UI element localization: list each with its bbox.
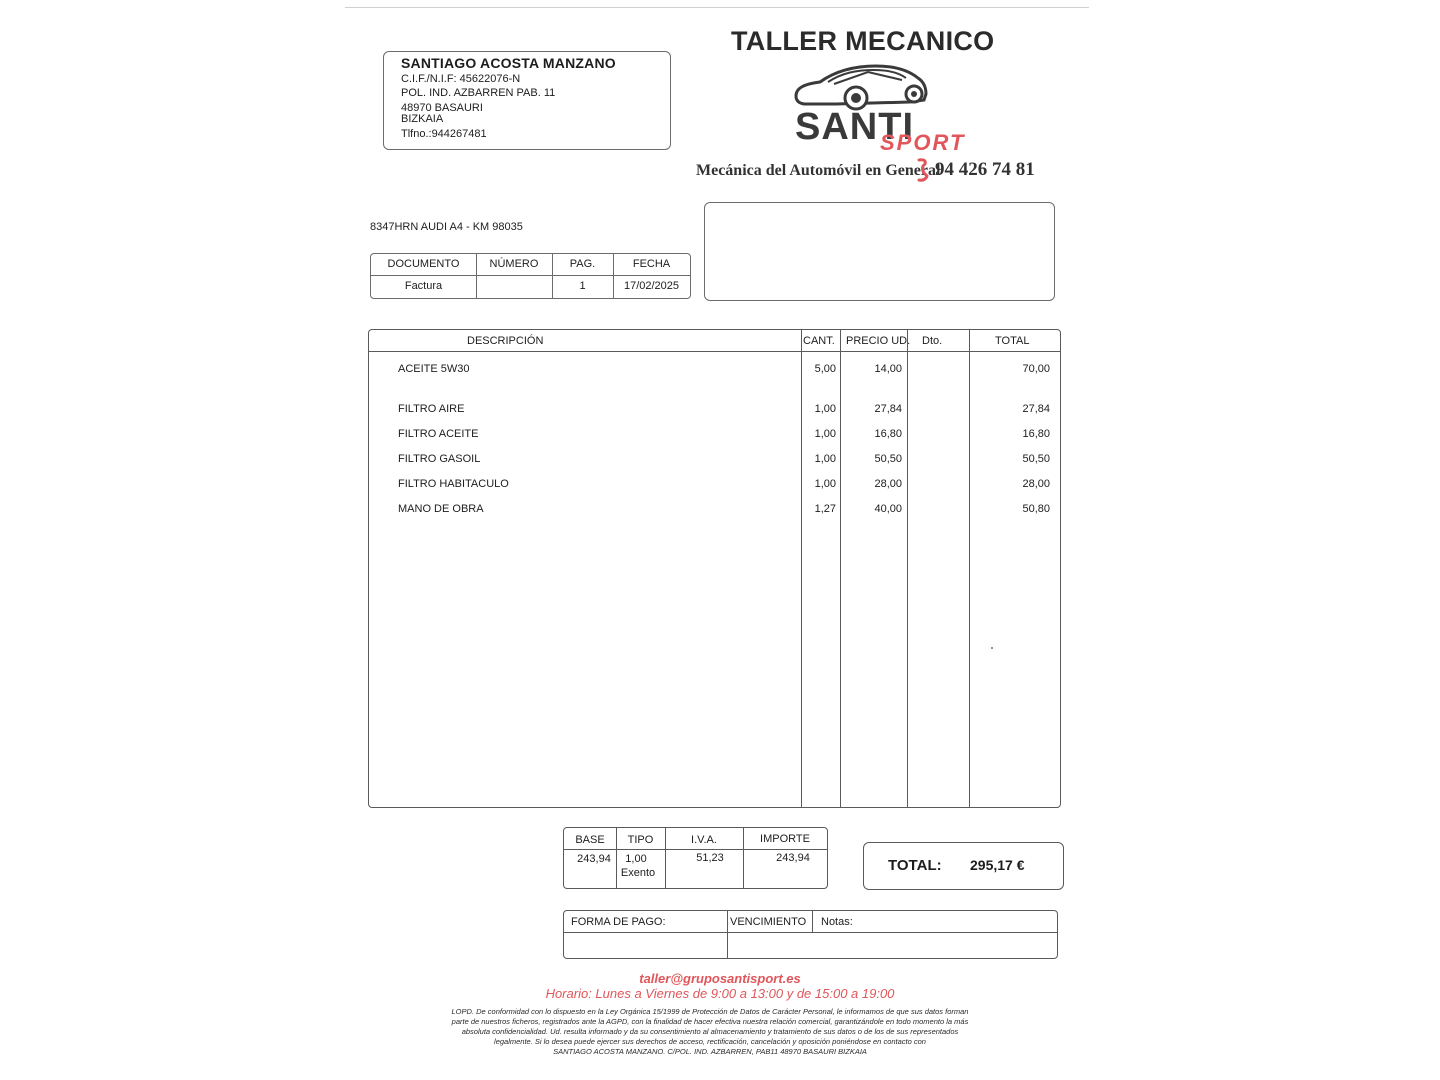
tax-iva: 51,23 (696, 852, 724, 864)
item-total: 50,50 (1022, 453, 1050, 465)
doc-info-table (370, 253, 691, 299)
doc-date: 17/02/2025 (623, 280, 680, 292)
item-desc: FILTRO AIRE (398, 403, 465, 415)
doc-header-documento: DOCUMENTO (387, 258, 460, 270)
logo-sub: SPORT (880, 130, 966, 155)
tax-base: 243,94 (577, 853, 611, 865)
table-row (369, 428, 1060, 442)
item-total: 70,00 (1022, 363, 1050, 375)
table-row (369, 363, 1060, 377)
top-divider (345, 7, 1089, 8)
items-header-desc: DESCRIPCIÓN (467, 335, 544, 347)
tax-header-tipo: TIPO (627, 834, 654, 846)
brand-tagline: Mecánica del Automóvil en General (696, 162, 941, 179)
phone-icon (915, 158, 929, 187)
doc-header-numero: NÚMERO (489, 258, 539, 270)
table-row (369, 503, 1060, 517)
issuer-phone: Tlfno.:944267481 (401, 128, 487, 140)
lopd-line: absoluta confidencialidad. Ud. resulta informado y da su consentimiento al almacenamiento y tratamiento de sus datos o de los de sus representados (461, 1027, 959, 1036)
tax-tipo-note: Exento (620, 867, 656, 879)
item-total: 28,00 (1022, 478, 1050, 490)
lopd-line: LOPD. De conformidad con lo dispuesto en la Ley Orgánica 15/1999 de Protección de Datos de Carácter Personal, le informamos de que sus datos forman (451, 1007, 969, 1016)
table-row (369, 403, 1060, 417)
issuer-cif: C.I.F./N.I.F: 45622076-N (401, 73, 521, 85)
tax-tipo: 1,00 (625, 853, 647, 865)
item-desc: FILTRO HABITACULO (398, 478, 509, 490)
items-table (368, 329, 1061, 808)
doc-header-fecha: FECHA (632, 258, 671, 270)
total-label: TOTAL: (888, 857, 942, 874)
vehicle-info: 8347HRN AUDI A4 - KM 98035 (370, 221, 523, 233)
items-header-price: PRECIO UD. (846, 335, 911, 347)
item-qty: 1,00 (814, 453, 836, 465)
table-row (369, 478, 1060, 492)
item-qty: 1,27 (814, 503, 836, 515)
tax-importe: 243,94 (776, 852, 810, 864)
issuer-province: BIZKAIA (401, 113, 444, 125)
client-box (704, 202, 1055, 301)
brand-title: TALLER MECANICO (731, 26, 995, 56)
payment-table (563, 910, 1058, 959)
item-price: 27,84 (874, 403, 902, 415)
issuer-city: 48970 BASAURI (401, 102, 483, 114)
brand-phone: 94 426 74 81 (935, 159, 1035, 180)
item-desc: FILTRO ACEITE (398, 428, 479, 440)
due-date-label: VENCIMIENTO (730, 916, 807, 928)
item-price: 14,00 (874, 363, 902, 375)
lopd-line: parte de nuestros ficheros, registrados ante la AGPD, con la finalidad de hacer efectiva nuestra relación comercial, garantizándole en todo momento la más (451, 1017, 969, 1026)
item-price: 16,80 (874, 428, 902, 440)
doc-page: 1 (579, 280, 586, 292)
logo-main: SANTI (795, 106, 914, 148)
item-qty: 5,00 (814, 363, 836, 375)
item-price: 40,00 (874, 503, 902, 515)
footer-hours: Horario: Lunes a Viernes de 9:00 a 13:00 y de 15:00 a 19:00 (545, 986, 895, 1001)
tax-header-base: BASE (575, 834, 605, 846)
item-qty: 1,00 (814, 428, 836, 440)
tax-header-importe: IMPORTE (760, 833, 810, 845)
notes-label: Notas: (821, 916, 853, 928)
issuer-address: POL. IND. AZBARREN PAB. 11 (401, 87, 556, 99)
items-header-qty: CANT. (803, 335, 835, 347)
item-qty: 1,00 (814, 478, 836, 490)
items-header-total: TOTAL (995, 335, 1030, 347)
item-desc: MANO DE OBRA (398, 503, 484, 515)
item-desc: ACEITE 5W30 (398, 363, 470, 375)
lopd-notice (405, 1007, 1015, 1057)
item-total: 16,80 (1022, 428, 1050, 440)
tax-table (563, 827, 828, 889)
item-price: 50,50 (874, 453, 902, 465)
issuer-name: SANTIAGO ACOSTA MANZANO (401, 55, 616, 71)
item-price: 28,00 (874, 478, 902, 490)
total-value: 295,17 € (970, 857, 1025, 873)
doc-header-pag: PAG. (569, 258, 596, 270)
doc-type: Factura (404, 280, 443, 292)
tax-header-iva: I.V.A. (691, 834, 717, 846)
payment-method-label: FORMA DE PAGO: (571, 916, 666, 928)
item-total: 27,84 (1022, 403, 1050, 415)
table-row (369, 453, 1060, 467)
footer-email: taller@gruposantisport.es (639, 971, 801, 986)
item-total: 50,80 (1022, 503, 1050, 515)
items-header-dto: Dto. (922, 335, 943, 347)
item-qty: 1,00 (814, 403, 836, 415)
item-desc: FILTRO GASOIL (398, 453, 481, 465)
lopd-line: legalmente. Si lo desea puede ejercer sus derechos de acceso, rectificación, cancelación y oposición poniéndose en contacto con (494, 1037, 926, 1046)
lopd-line: SANTIAGO ACOSTA MANZANO. C/POL. IND. AZBARREN, PAB11 48970 BASAURI BIZKAIA (553, 1047, 867, 1056)
scan-speck (991, 647, 993, 649)
